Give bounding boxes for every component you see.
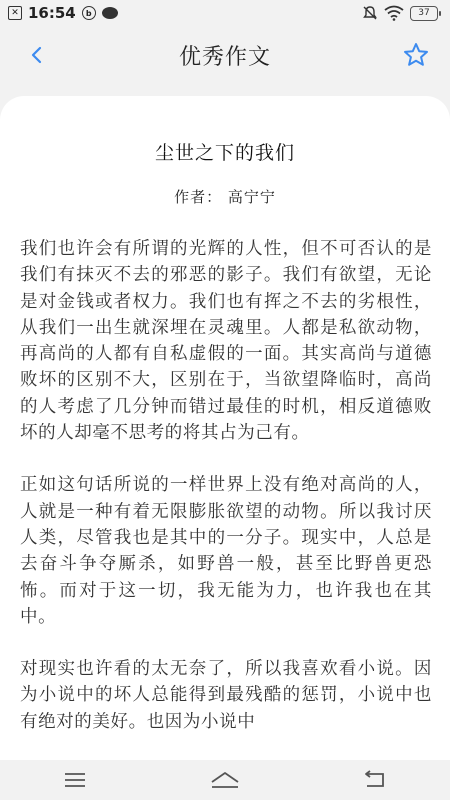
header [0, 26, 450, 84]
favorite-button[interactable] [400, 39, 432, 71]
chevron-left-icon [29, 45, 45, 65]
essay-body[interactable] [20, 236, 432, 760]
essay-author: 作者： 高宁宁 [174, 188, 276, 206]
status-bar-right [362, 5, 438, 21]
b-circle-icon: b [82, 6, 96, 20]
essay-title: 尘世之下的我们 [154, 142, 295, 164]
close-box-icon: ✕ [8, 6, 22, 20]
page-title: 优秀作文 [178, 44, 271, 70]
essay-paragraph: 正如这句话所说的一样世界上没有绝对高尚的人，人就是一种有着无限膨胀欲望的动物。所以我讨厌人类，尽管我也是其中的一分子。现实中，人总是去奋斗争夺厮杀，如野兽一般，甚至比野兽更恐怖。而对于这一切，我无能为力，也许我也在其中。 [20, 475, 432, 627]
mute-icon [362, 5, 378, 21]
back-button[interactable] [22, 40, 52, 70]
star-outline-icon [402, 41, 430, 69]
home-button[interactable] [195, 760, 255, 800]
system-nav-bar [0, 760, 450, 800]
cloud-icon [102, 7, 118, 19]
back-icon [362, 770, 388, 790]
status-bar [0, 0, 450, 26]
menu-icon [63, 771, 87, 789]
essay-paragraph: 对现实也许看的太无奈了，所以我喜欢看小说。因为小说中的坏人总能得到最残酷的惩罚，小说中也有绝对的美好。也因为小说中 [20, 659, 432, 732]
battery-icon: 37 [410, 6, 438, 21]
home-icon [209, 770, 241, 790]
menu-button[interactable] [45, 760, 105, 800]
wifi-icon [384, 5, 404, 21]
status-time: 16:54 [28, 4, 76, 22]
nav-back-button[interactable] [345, 760, 405, 800]
essay-card [0, 96, 450, 760]
status-bar-left [8, 4, 118, 22]
essay-paragraph: 我们也许会有所谓的光辉的人性，但不可否认的是我们有抹灭不去的邪恶的影子。我们有欲望，无论是对金钱或者权力。我们也有挥之不去的劣根性，从我们一出生就深埋在灵魂里。人都是私欲动物，再高尚的人都有自私虚假的一面。其实高尚与道德败坏的区别不大，区别在于，当欲望降临时，高尚的人考虑了几分钟而错过最佳的时机，相反道德败坏的人却毫不思考的将其占为己有。 [20, 239, 432, 444]
